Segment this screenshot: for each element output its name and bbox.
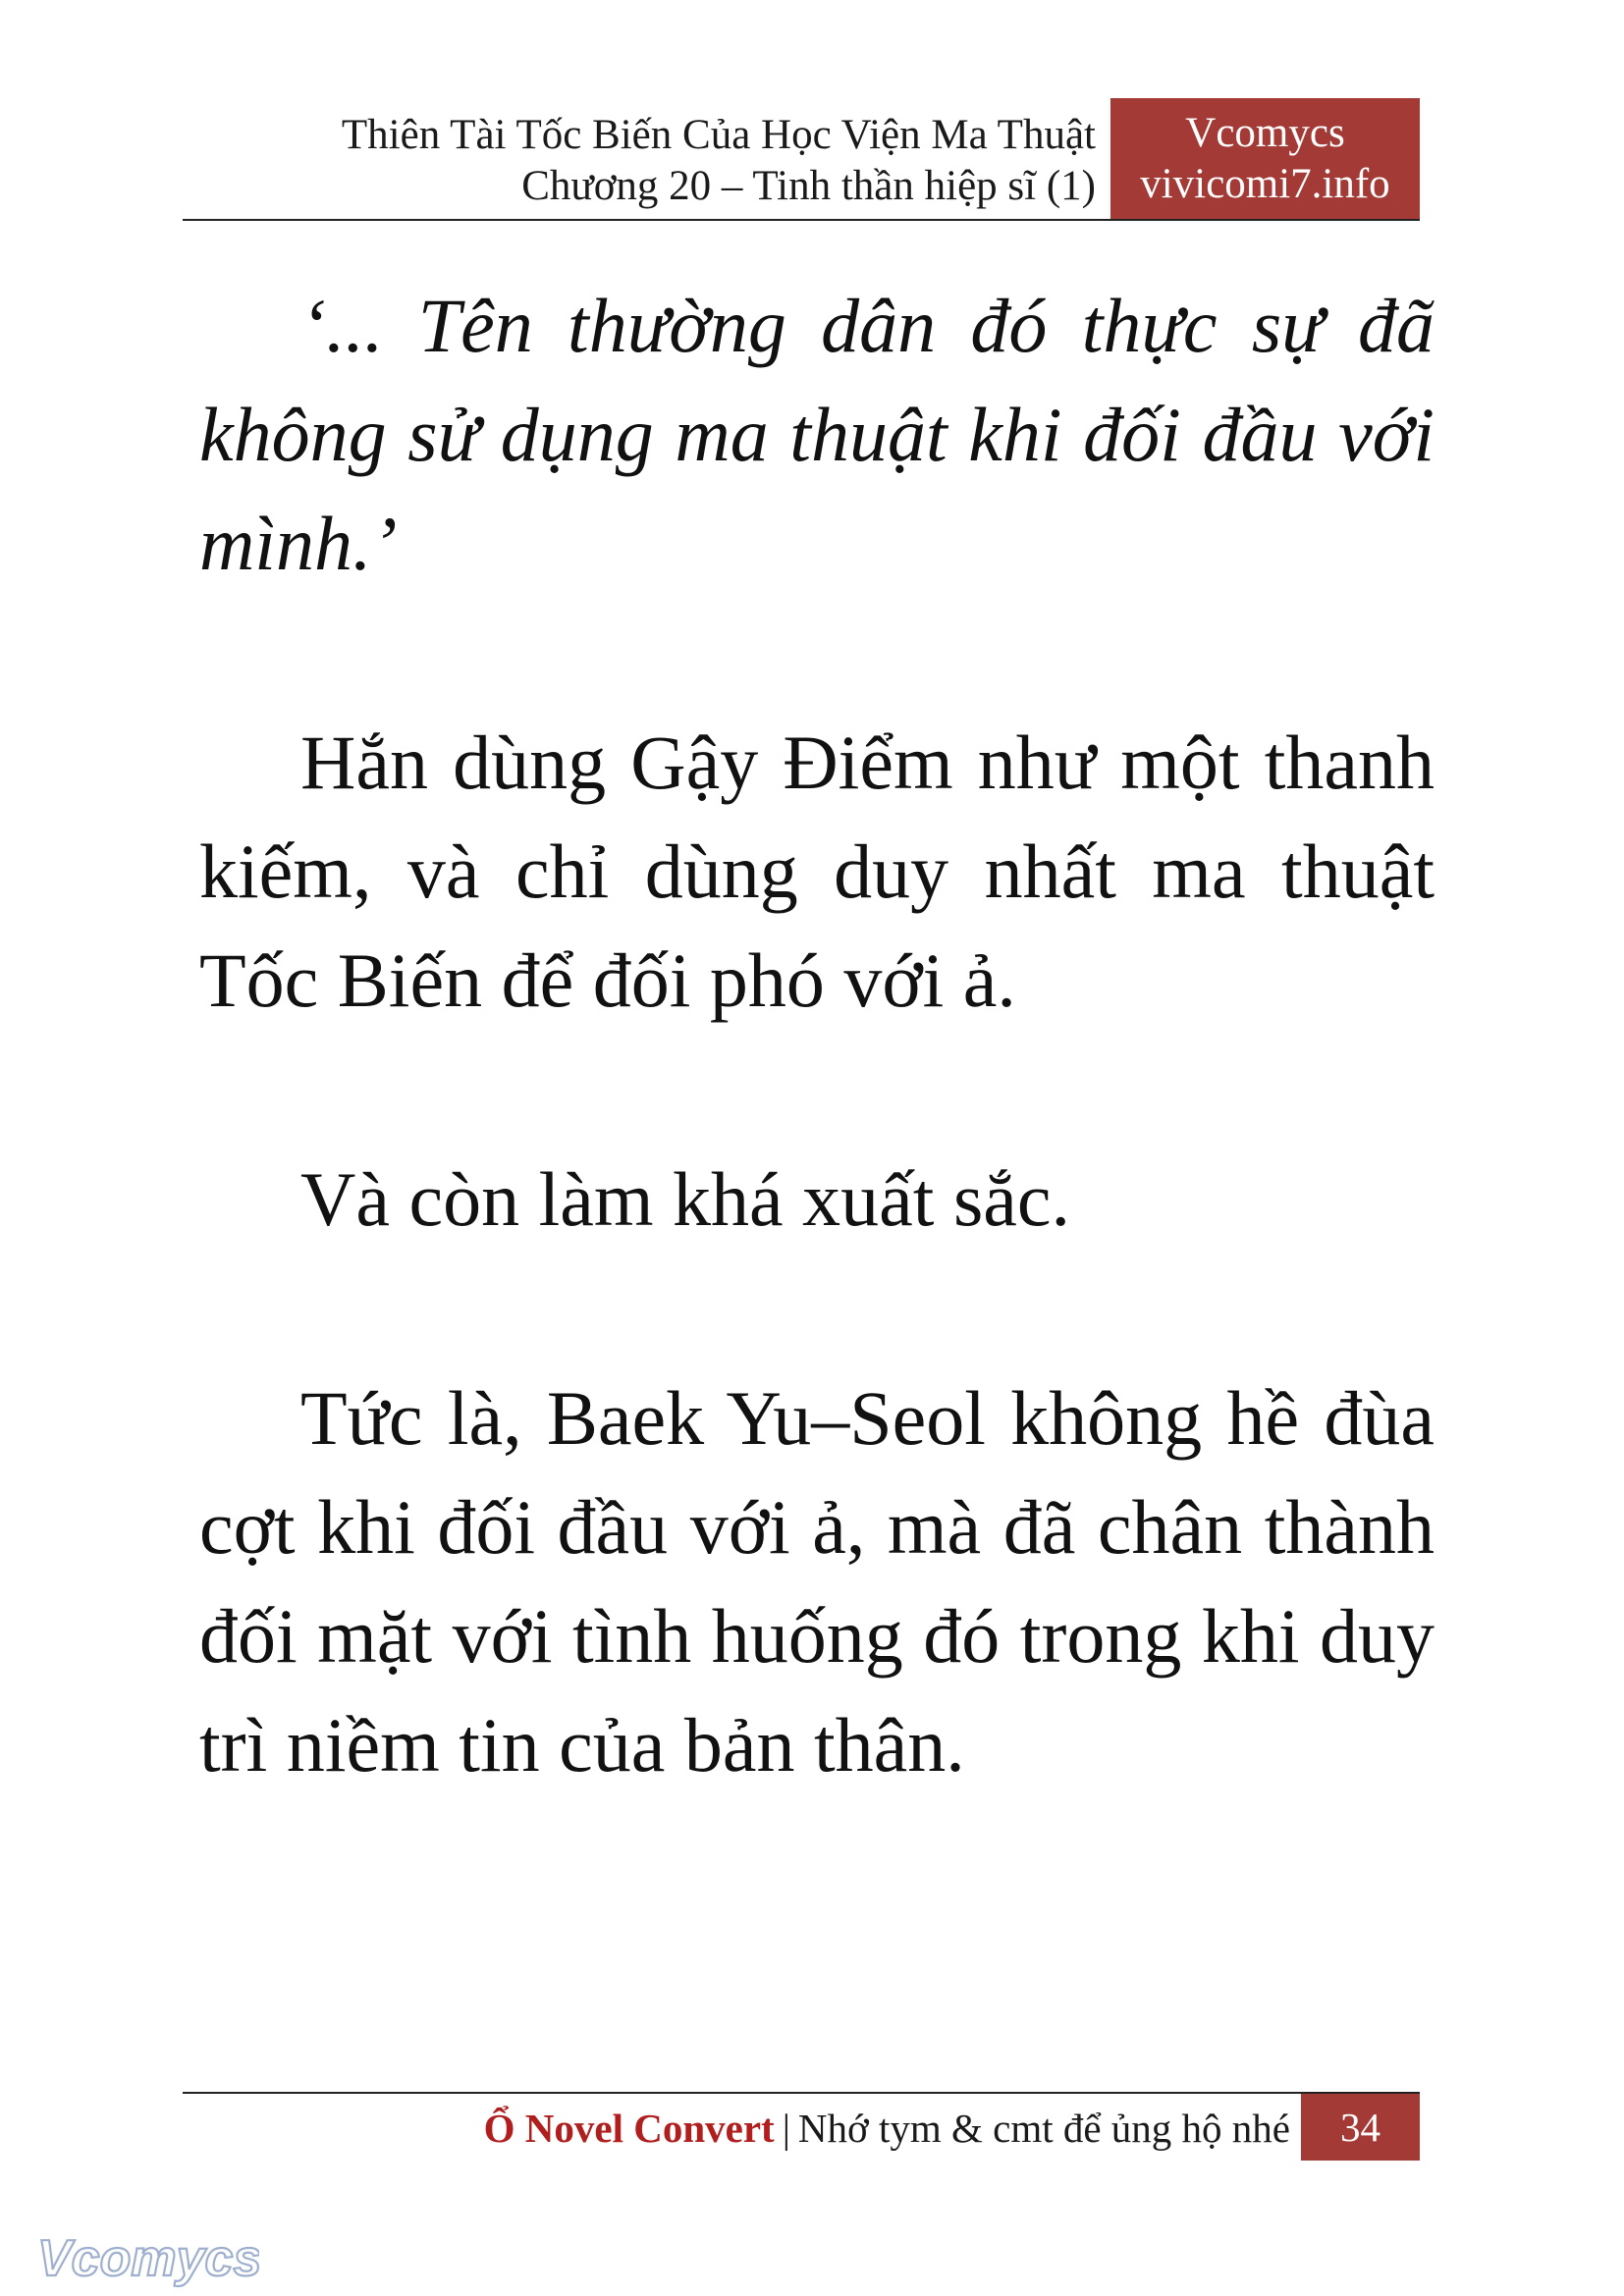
footer-message: Nhớ tym & cmt để ủng hộ nhé (797, 2106, 1290, 2151)
site-url: vivicomi7.info (1140, 161, 1390, 207)
book-title: Thiên Tài Tốc Biến Của Học Viện Ma Thuật (341, 112, 1096, 158)
chapter-title: Chương 20 – Tinh thần hiệp sĩ (1) (521, 163, 1096, 209)
site-name: Vcomycs (1185, 110, 1345, 156)
chapter-body (199, 271, 1435, 1799)
footer-separator: | (782, 2106, 790, 2151)
paragraph: Tức là, Baek Yu–Seol không hề đùa cợt khi đối đầu với ả, mà đã chân thành đối mặt với tình huống đó trong khi duy trì niềm tin của bản thân. (199, 1375, 1435, 1788)
paragraph: Và còn làm khá xuất sắc. (300, 1156, 1071, 1242)
footer-credit (484, 2101, 1290, 2156)
header-title-block (342, 110, 1096, 212)
page-header (183, 98, 1420, 220)
site-badge (1110, 98, 1420, 220)
footer-brand: Ổ Novel Convert (483, 2106, 775, 2151)
paragraph: Hắn dùng Gậy Điểm như một thanh kiếm, và chỉ dùng duy nhất ma thuật Tốc Biến để đối phó với ả. (199, 720, 1435, 1023)
paragraph-thought: ‘... Tên thường dân đó thực sự đã không sử dụng ma thuật khi đối đầu với mình.’ (199, 283, 1435, 586)
page-number: 34 (1301, 2094, 1420, 2161)
vcomycs-logo-icon (33, 2226, 259, 2294)
watermark-logo-text: Vcomycs (37, 2230, 259, 2287)
header-divider (183, 219, 1420, 221)
footer-divider (183, 2092, 1420, 2094)
